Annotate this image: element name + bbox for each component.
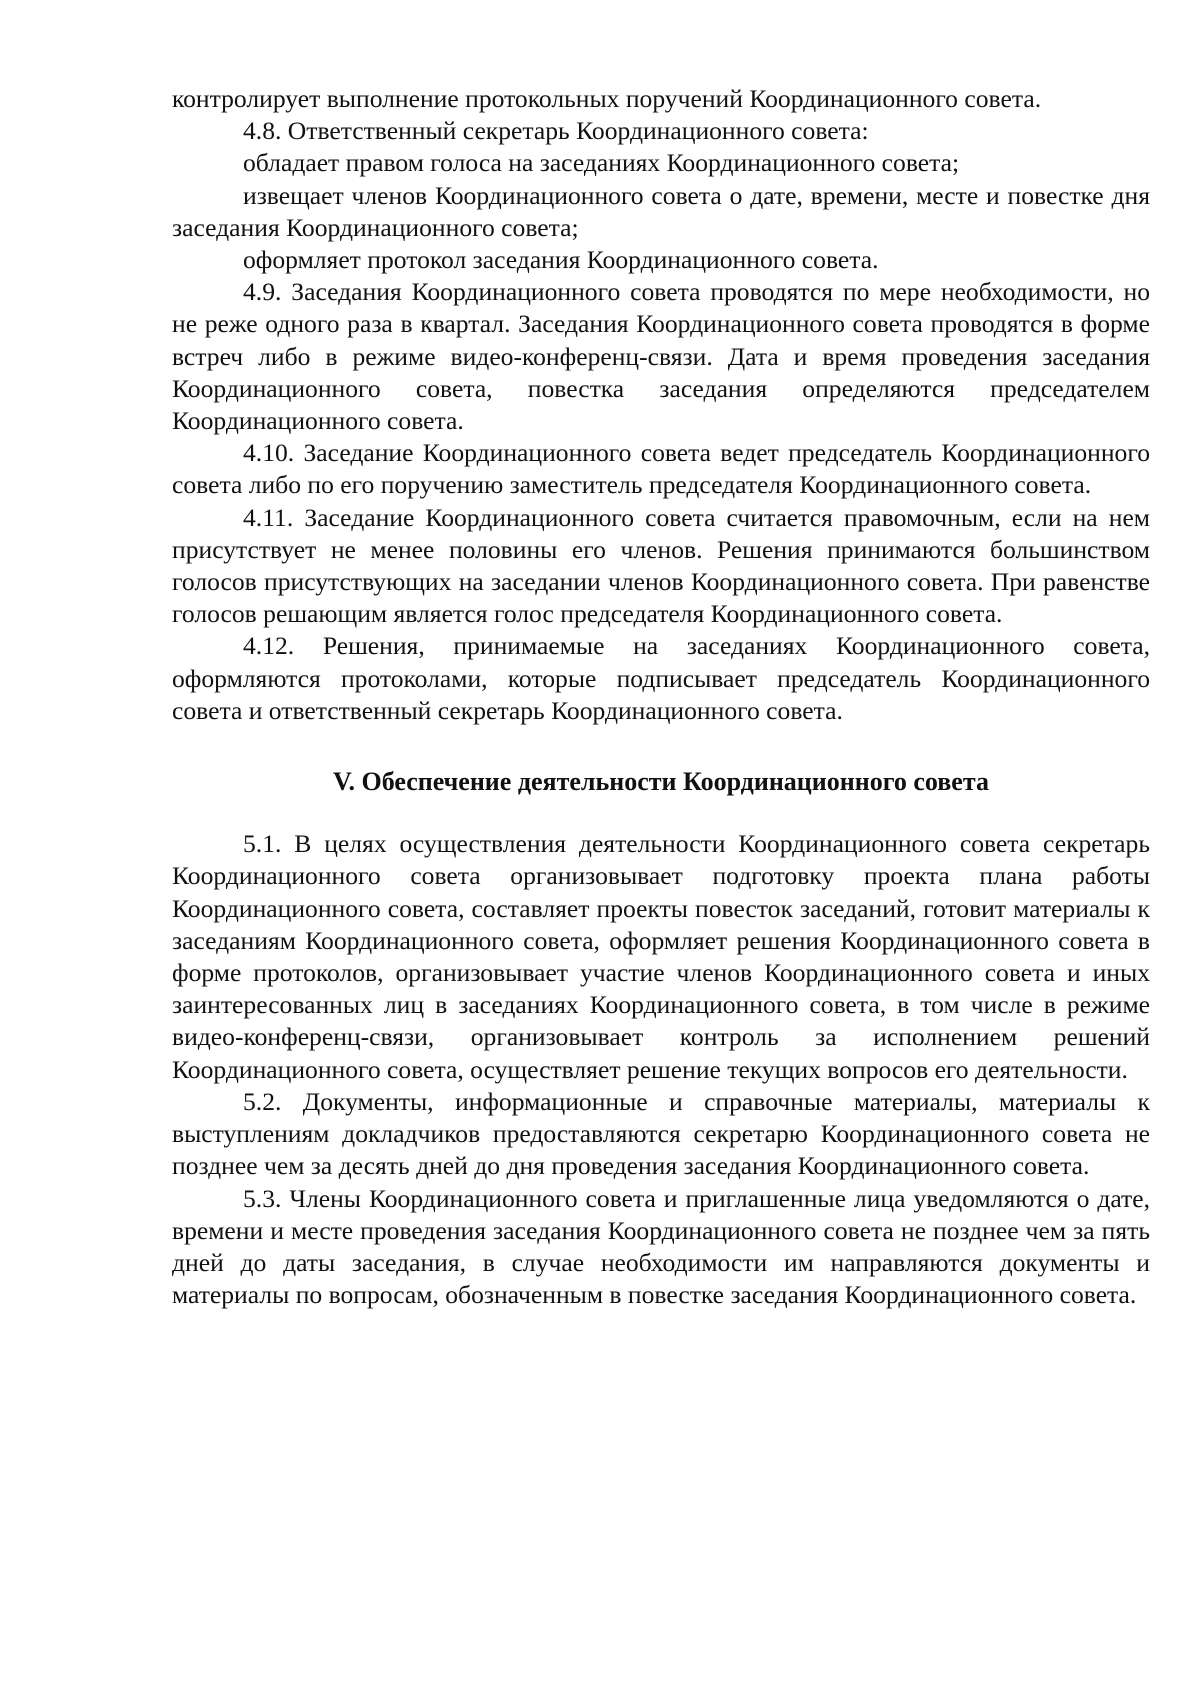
paragraph-4-8-item-3: оформляет протокол заседания Координационного совета. bbox=[243, 245, 879, 275]
paragraph-4-10: 4.10. Заседание Координационного совета ведет председатель Координационного совета либо по его поручению заместитель председателя Координационного совета. bbox=[172, 438, 1150, 500]
paragraph-5-2: 5.2. Документы, информационные и справочные материалы, материалы к выступлениям докладчиков предоставляются секретарю Координационного совета не позднее чем за десять дней до дня проведения заседания Координационного совета. bbox=[172, 1086, 1150, 1181]
paragraph-4-7-end: контролирует выполнение протокольных поручений Координационного совета. bbox=[172, 84, 1042, 113]
paragraph-4-8: 4.8. Ответственный секретарь Координационного совета: bbox=[243, 116, 869, 146]
paragraph-4-11: 4.11. Заседание Координационного совета считается правомочным, если на нем присутствует не менее половины его членов. Решения принимаются большинством голосов присутствующих на заседании членов Координационного совета. При равенстве голосов решающим является голос председателя Координационного совета. bbox=[172, 502, 1150, 629]
paragraph-5-1: 5.1. В целях осуществления деятельности Координационного совета секретарь Координационного совета организовывает подготовку проекта плана работы Координационного совета, составляет проекты повесток заседаний, готовит материалы к заседаниям Координационного совета, оформляет решения Координационного совета в форме протоколов, организовывает участие членов Координационного совета и иных заинтересованных лиц в заседаниях Координационного совета, в том числе в режиме видео-конференц-связи, организовывает контроль за исполнением решений Координационного совета, осуществляет решение текущих вопросов его деятельности. bbox=[172, 829, 1150, 1084]
paragraph-4-8-item-2: извещает членов Координационного совета о дате, времени, месте и повестке дня заседания Координационного совета; bbox=[172, 180, 1150, 242]
document-body bbox=[172, 83, 1150, 1311]
section-5-heading: V. Обеспечение деятельности Координационного совета bbox=[333, 767, 989, 797]
paragraph-4-8-item-1: обладает правом голоса на заседаниях Координационного совета; bbox=[243, 148, 960, 178]
paragraph-4-9: 4.9. Заседания Координационного совета проводятся по мере необходимости, но не реже одного раза в квартал. Заседания Координационного совета проводятся в форме встреч либо в режиме видео-конференц-связи. Дата и время проведения заседания Координационного совета, повестка заседания определяются председателем Координационного совета. bbox=[172, 277, 1150, 436]
paragraph-5-3: 5.3. Члены Координационного совета и приглашенные лица уведомляются о дате, времени и месте проведения заседания Координационного совета не позднее чем за пять дней до даты заседания, в случае необходимости им направляются документы и материалы по вопросам, обозначенным в повестке заседания Координационного совета. bbox=[172, 1183, 1150, 1310]
paragraph-4-12: 4.12. Решения, принимаемые на заседаниях Координационного совета, оформляются протоколами, которые подписывает председатель Координационного совета и ответственный секретарь Координационного совета. bbox=[172, 631, 1150, 725]
